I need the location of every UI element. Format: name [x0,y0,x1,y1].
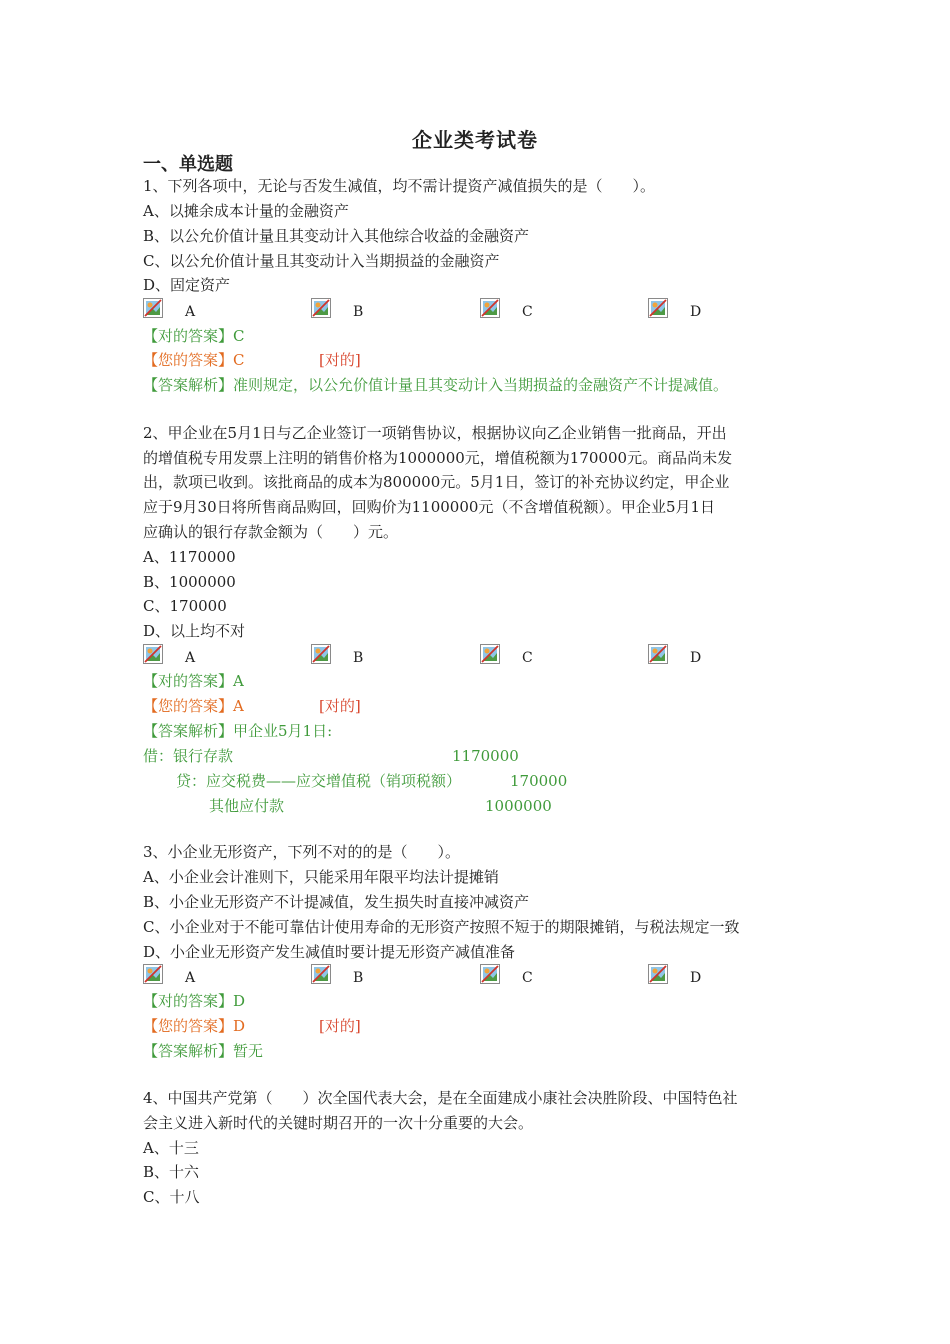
question-1-option-a: A、以摊余成本计量的金融资产 [143,202,349,220]
broken-image-icon [311,298,331,318]
broken-image-icon [648,298,668,318]
journal-entry-debit-amount: 1170000 [452,747,519,765]
journal-entry-debit-label: 借：银行存款 [143,747,234,765]
question-2-option-b: B、1000000 [143,573,236,591]
choice-label: C [522,304,533,320]
question-1-option-d: D、固定资产 [143,276,231,294]
question-1-your-answer-row [143,348,361,372]
broken-image-icon [143,964,163,984]
journal-entry-other-amount: 1000000 [485,797,552,815]
choice-label: B [353,304,364,320]
broken-image-icon [480,298,500,318]
question-1-status: [对的] [319,351,361,369]
question-3-option-b: B、小企业无形资产不计提减值，发生损失时直接冲减资产 [143,893,530,911]
question-2-correct-answer: 【对的答案】A [143,672,244,690]
question-3-stem: 3、小企业无形资产，下列不对的的是（ ）。 [143,843,461,861]
question-2-stem-line-2: 的增值税专用发票上注明的销售价格为1000000元，增值税额为170000元。商品尚未发 [143,449,733,467]
question-2-analysis: 【答案解析】甲企业5月1日: [143,722,333,740]
question-4-option-c: C、十八 [143,1188,200,1206]
broken-image-icon [480,644,500,664]
section-heading: 一、单选题 [143,154,233,175]
page-title: 企业类考试卷 [412,128,538,152]
question-2-stem-line-5: 应确认的银行存款金额为（ ）元。 [143,523,399,541]
question-4-stem-line-2: 会主义进入新时代的关键时期召开的一次十分重要的大会。 [143,1114,534,1132]
choice-label: B [353,650,364,666]
broken-image-icon [648,964,668,984]
journal-entry-other-label: 其他应付款 [209,797,285,815]
question-3-option-d: D、小企业无形资产发生减值时要计提无形资产减值准备 [143,943,516,961]
question-4-stem-line-1: 4、中国共产党第（ ）次全国代表大会，是在全面建成小康社会决胜阶段、中国特色社 [143,1089,738,1107]
question-3-option-a: A、小企业会计准则下，只能采用年限平均法计提摊销 [143,868,499,886]
question-3-your-answer-row [143,1014,361,1038]
question-3-your-answer: 【您的答案】D [143,1017,246,1035]
question-2-your-answer: 【您的答案】A [143,697,244,715]
journal-entry-credit-label: 贷：应交税费——应交增值税（销项税额） [176,772,462,790]
question-1-your-answer: 【您的答案】C [143,351,245,369]
broken-image-icon [648,644,668,664]
question-2-option-a: A、1170000 [143,548,236,566]
broken-image-icon [480,964,500,984]
question-3-analysis: 【答案解析】暂无 [143,1042,264,1060]
choice-label: D [690,304,702,320]
question-4-option-b: B、十六 [143,1163,200,1181]
choice-label: C [522,970,533,986]
broken-image-icon [311,644,331,664]
question-2-status: [对的] [319,697,361,715]
broken-image-icon [143,644,163,664]
question-1-stem: 1、下列各项中，无论与否发生减值，均不需计提资产减值损失的是（ ）。 [143,177,656,195]
question-1-option-c: C、以公允价值计量且其变动计入当期损益的金融资产 [143,252,500,270]
question-2-stem-line-4: 应于9月30日将所售商品购回，回购价为1100000元（不含增值税额）。甲企业5月1日 [143,498,716,516]
question-1-correct-answer: 【对的答案】C [143,327,245,345]
choice-label: C [522,650,533,666]
choice-label: A [185,304,196,320]
choice-label: D [690,650,702,666]
question-1-analysis: 【答案解析】准则规定，以公允价值计量且其变动计入当期损益的金融资产不计提减值。 [143,376,729,394]
question-2-stem-line-1: 2、甲企业在5月1日与乙企业签订一项销售协议，根据协议向乙企业销售一批商品，开出 [143,424,727,442]
question-2-your-answer-row [143,694,361,718]
question-2-option-c: C、170000 [143,597,227,615]
question-4-option-a: A、十三 [143,1139,199,1157]
choice-label: B [353,970,364,986]
question-3-option-c: C、小企业对于不能可靠估计使用寿命的无形资产按照不短于的期限摊销，与税法规定一致 [143,918,740,936]
question-1-option-b: B、以公允价值计量且其变动计入其他综合收益的金融资产 [143,227,530,245]
broken-image-icon [143,298,163,318]
question-3-status: [对的] [319,1017,361,1035]
choice-label: D [690,970,702,986]
question-2-stem-line-3: 出，款项已收到。该批商品的成本为800000元。5月1日，签订的补充协议约定，甲企业 [143,473,730,491]
journal-entry-credit-amount: 170000 [510,772,568,790]
choice-label: A [185,650,196,666]
choice-label: A [185,970,196,986]
broken-image-icon [311,964,331,984]
question-2-option-d: D、以上均不对 [143,622,246,640]
question-3-correct-answer: 【对的答案】D [143,992,246,1010]
